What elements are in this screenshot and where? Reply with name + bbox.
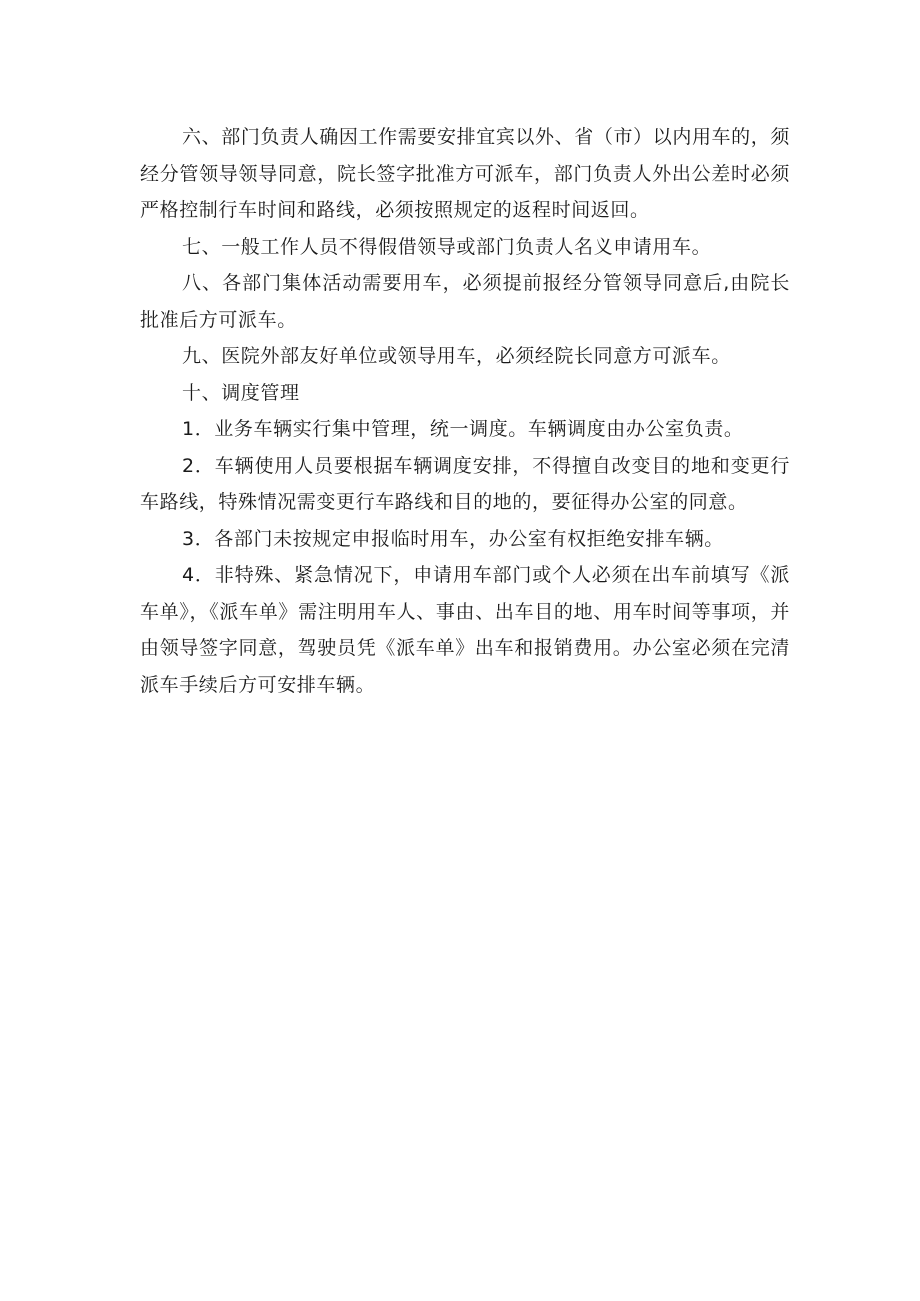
document-body bbox=[140, 119, 790, 703]
paragraph-8-group-activities: 八、各部门集体活动需要用车，必须提前报经分管领导同意后,由院长批准后方可派车。 bbox=[140, 272, 790, 331]
dispatch-item-3: 3．各部门未按规定申报临时用车，办公室有权拒绝安排车辆。 bbox=[182, 527, 724, 550]
paragraph-6-dept-head-vehicle-use: 六、部门负责人确因工作需要安排宜宾以外、省（市）以内用车的，须经分管领导领导同意，院长签字批准方可派车，部门负责人外出公差时必须严格控制行车时间和路线，必须按照规定的返程时间返回。 bbox=[140, 126, 790, 221]
paragraph-9-external-units: 九、医院外部友好单位或领导用车，必须经院长同意方可派车。 bbox=[182, 345, 731, 367]
paragraph-7-general-staff: 七、一般工作人员不得假借领导或部门负责人名义申请用车。 bbox=[182, 235, 712, 258]
section-heading-dispatch-management: 十、调度管理 bbox=[182, 381, 300, 404]
dispatch-item-2: 2．车辆使用人员要根据车辆调度安排，不得擅自改变目的地和变更行车路线，特殊情况需变更行车路线和目的地的，要征得办公室的同意。 bbox=[140, 454, 790, 513]
dispatch-item-4: 4．非特殊、紧急情况下，申请用车部门或个人必须在出车前填写《派车单》，《派车单》需注明用车人、事由、出车目的地、用车时间等事项，并由领导签字同意，驾驶员凭《派车单》出车和报销费用。办公室必须在完清派车手续后方可安排车辆。 bbox=[140, 564, 790, 696]
dispatch-item-1: 1．业务车辆实行集中管理，统一调度。车辆调度由办公室负责。 bbox=[182, 418, 744, 440]
